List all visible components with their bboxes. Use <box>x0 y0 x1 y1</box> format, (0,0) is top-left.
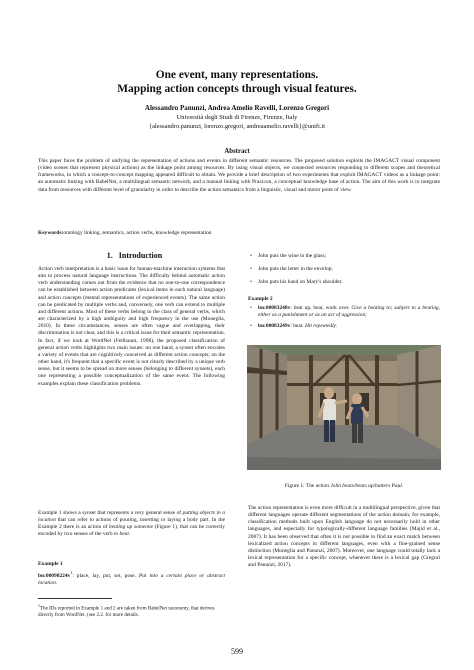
list-item <box>248 305 440 319</box>
intro-paragraph-1: Action verb interpretation is a basic issue for human-machine interaction systems that aim to process natural language instructions. The difficulty behind automatic action verb understanding comes out from the evidence that no one-to-one correspondence can be established between action predicates (lexical items in each natural language) and action concepts (mental representations of experienced events). The same action can be predicated by multiple verbs and, conversely, one verb can extend to multiple and different actions. Most of these verbs belong to the class of general verbs, which are characterized by a high ambiguity and high frequency in the use (Moneglia, 2010). In these circumstances, senses are often vague and overlapping, their discrimination is not clear, and this is a critical issue for their semantic representation. In fact, if we look at WordNet (Fellbaum, 1998), the proposed classification of general action verbs highlights two main issues: on one hand, a synset often encodes a variety of events that are cognitively conceived as different action concepts; on the other hand, it's frequent that a specific event is not clearly described by a unique verb sense, but it seems to be spread on more senses (belonging to different synsets), each one representing a possible conceptualization of the same event. The following examples explain these classification problems. <box>38 266 225 387</box>
figure-1-scene <box>247 345 441 470</box>
footnote-text: The IDs reported in Example 1 and 2 are taken from BabelNet taxonomy, that derives directly from WordNet. (see 2.2. for more details. <box>38 605 215 619</box>
footnote-rule <box>38 598 112 599</box>
example1-gloss: Put into a certain place or abstract location. <box>38 572 225 586</box>
footnote <box>38 603 225 619</box>
figure-caption-italic: John beats/beats up/batters Paul <box>330 483 402 489</box>
example1-footnote-mark: 1 <box>70 570 73 575</box>
list-item: • John puts the letter in the envelop; <box>248 266 440 273</box>
intro-p2-italic-b: putting objects in a location <box>38 510 225 524</box>
section1-number: 1. <box>106 251 113 260</box>
abstract-heading: Abstract <box>224 148 250 155</box>
keywords-line <box>38 230 440 237</box>
example1-sentences <box>248 253 440 286</box>
paper-title-line1: One event, many representations. <box>155 69 319 81</box>
example2-sense2-id: bn:00083249v <box>258 323 291 330</box>
figure-caption-text: Figure 1: The action <box>284 483 331 489</box>
example2-senses <box>248 305 440 330</box>
list-item <box>248 323 440 330</box>
figure-1-image <box>247 345 441 470</box>
example2-sense1-gloss: Give a beating to; subject to a beating, either as a punishment or as an act of aggression; <box>258 305 440 319</box>
right-paragraph: The action representation is even more difficult in a multilingual perspective, given that different languages operate different segmentations of the action domain; for example, classification methods built upon English language do not necessarily hold in other languages, and especially for typologically-different language families (Majid et al., 2007). It has been observed that often it is not possible to find an exact match between lexicalized action concepts in different languages, even with a fine-grained sense distinction (Moneglia and Panunzi, 2007). Moreover, one language could totally lack a lexical representation for a specific concept, whenever there is a lexical gap (Gregori and Panunzi, 2017). <box>248 505 440 569</box>
example2-sense1-id: bn:00083248v <box>258 305 291 311</box>
paper-title-line2: Mapping action concepts through visual features. <box>117 83 357 95</box>
example1-label: Example 1 <box>38 561 63 567</box>
intro-p2-text-c: that can refer to actions of pouring, inserting or laying a body part. In the Example 2 there is an action of <box>38 517 225 531</box>
author-emails: {alessandro.panunzi, lorenzo.gregori, andreaamelio.ravelli}@unifi.it <box>149 123 325 130</box>
intro-p2-text-g: . <box>128 531 131 538</box>
example2-sense1-text: : beat up, beat, work over. <box>290 305 352 311</box>
keywords-label: Keywords: <box>38 230 64 236</box>
keywords-text: ontology linking, semantics, action verbs, knowledge representation <box>63 230 212 236</box>
abstract-text: This paper faces the problem of unifying the representation of actions and events in different semantic resources. The proposed solution exploits the IMAGACT visual component (video scenes that represent physical actions) as the linkage point among resources. By using visual objects, we connected resources responding to different scopes and theoretical frameworks, in which a concept-to-concept mapping appeared difficult to obtain. We provide a brief description of two experiments that exploit IMAGACT videos as a linkage point: an automatic linking with BabelNet, a multilingual semantic network, and a manual linking with Praxicon, a conceptual knowledge base of action. The aim of this work is to integrate data from resources with different level of granularity in order to describe the action semantics from a linguistic, visual and motor point of view. <box>38 158 440 193</box>
list-item: • John puts his hand on Mary's shoulder. <box>248 279 440 286</box>
example1-entry <box>38 569 225 587</box>
list-item: • John puts the wine in the glass; <box>248 253 440 260</box>
intro-p2-text-a: Example 1 shows a synset that represents a very general sense of <box>38 510 183 516</box>
example1-text: : place, lay, put, set, pose. <box>72 572 139 579</box>
intro-paragraph-2 <box>38 510 225 539</box>
paper-authors: Alessandro Panunzi, Andrea Amelio Ravelli, Lorenzo Gregori <box>144 104 330 112</box>
page-number: 599 <box>231 647 243 656</box>
example1-synset-id: bn:00090224v <box>38 572 71 579</box>
figure-1-caption <box>247 483 441 490</box>
footnote-mark: 1 <box>38 604 40 608</box>
author-affiliation: Università degli Studi di Firenze, Firenze, Italy <box>176 114 298 121</box>
section1-title: Introduction <box>118 251 163 260</box>
intro-p2-text-e: (Figure 1), that can be correctly encoded by two senses of the verb <box>38 524 225 538</box>
intro-p2-italic-d: beating up someone <box>109 524 154 531</box>
example2-sense2-text: : beat. <box>290 323 305 330</box>
example2-sense2-gloss: Hit repeatedly. <box>304 323 338 330</box>
figure-caption-end: . <box>401 483 404 489</box>
example2-label: Example 2 <box>248 296 273 302</box>
intro-p2-italic-f: to beat <box>113 531 129 538</box>
section1-heading <box>38 251 225 260</box>
